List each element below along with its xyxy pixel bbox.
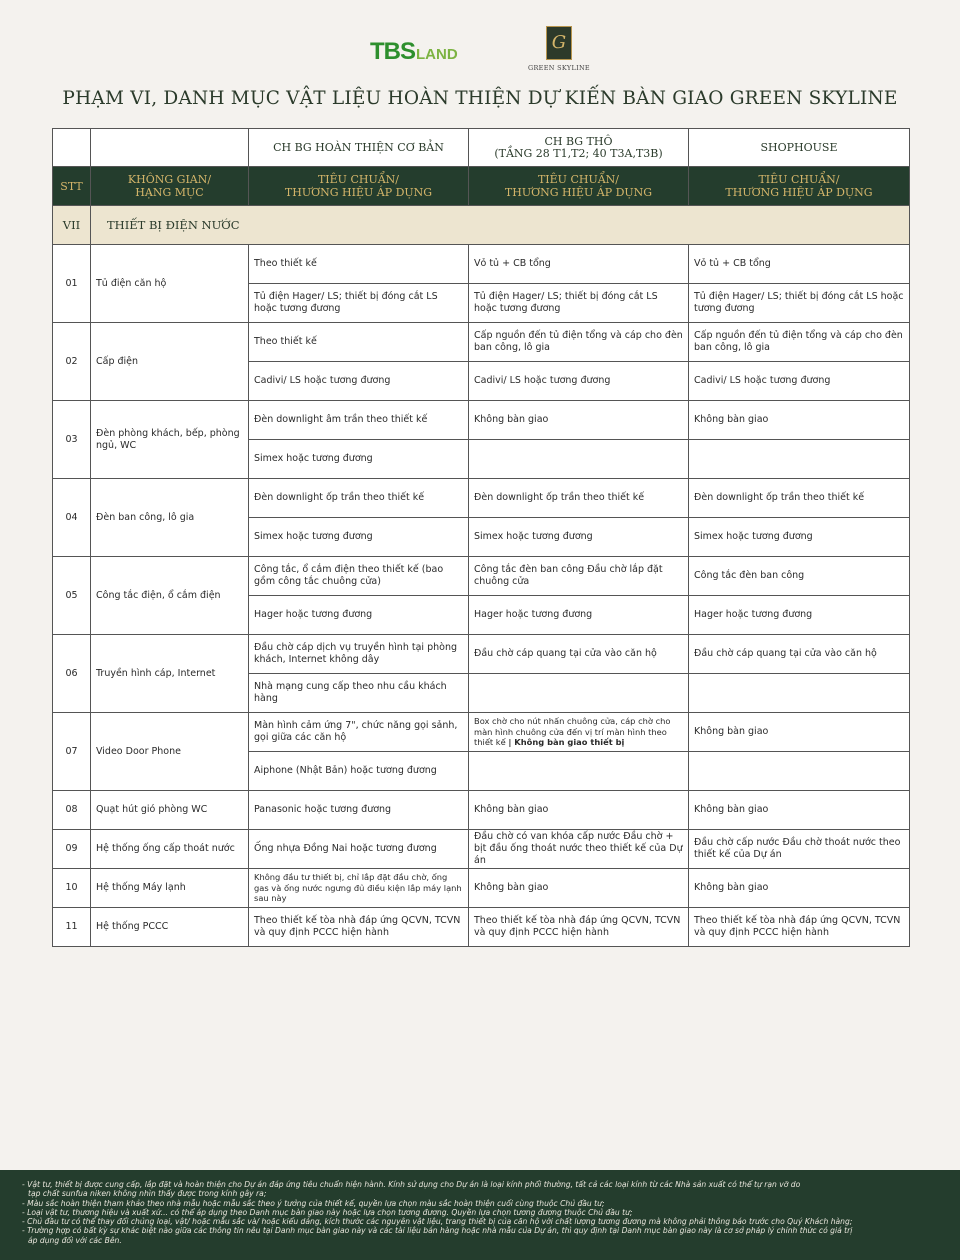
green-skyline-emblem-icon: G [546, 26, 572, 60]
cell-raw: Không bàn giao [469, 869, 689, 908]
table-row [53, 869, 910, 908]
cell-raw: Simex hoặc tương đương [469, 518, 689, 557]
header-standard [469, 167, 689, 206]
table-row [53, 323, 910, 362]
cell-shophouse: Đầu chờ cấp nước Đầu chờ thoát nước theo thiết kế của Dự án [689, 830, 910, 869]
cell-raw [469, 674, 689, 713]
header-standard-line1: TIÊU CHUẨN/ [537, 173, 620, 186]
row-item-name: Quạt hút gió phòng WC [91, 791, 249, 830]
header-standard-line1: TIÊU CHUẨN/ [317, 173, 400, 186]
row-stt: 08 [53, 791, 91, 830]
row-item-name: Truyền hình cáp, Internet [91, 635, 249, 713]
table-row [53, 791, 910, 830]
header-row-sub [53, 167, 910, 206]
cell-raw-text: Box chờ cho nút nhấn chuông cửa, cáp chờ cho màn hình chuông cửa đến vị trí màn hình theo thiết kế [474, 716, 671, 748]
row-item-name: Video Door Phone [91, 713, 249, 791]
row-item-name: Công tắc điện, ổ cắm điện [91, 557, 249, 635]
cell-shophouse: Không bàn giao [689, 791, 910, 830]
cell-shophouse: Không bàn giao [689, 401, 910, 440]
header-col-raw [469, 129, 689, 167]
table-row [53, 479, 910, 518]
row-item-name: Hệ thống PCCC [91, 908, 249, 947]
cell-shophouse: Đầu chờ cáp quang tại cửa vào căn hộ [689, 635, 910, 674]
header-standard-line2: THƯƠNG HIỆU ÁP DỤNG [284, 186, 433, 199]
row-item-name: Tủ điện căn hộ [91, 245, 249, 323]
cell-basic: Đầu chờ cáp dịch vụ truyền hình tại phòng khách, Internet không dây [249, 635, 469, 674]
cell-shophouse: Tủ điện Hager/ LS; thiết bị đóng cắt LS hoặc tương đương [689, 284, 910, 323]
section-title: THIẾT BỊ ĐIỆN NƯỚC [91, 206, 910, 245]
tbs-logo-text: TBS [370, 38, 415, 65]
cell-basic: Đèn downlight âm trần theo thiết kế [249, 401, 469, 440]
green-skyline-logo [526, 26, 592, 72]
footnote-line: - Màu sắc hoàn thiện tham khảo theo nhà mẫu hoặc mẫu sắc theo ý tưởng của thiết kế, quyền lựa chọn màu sắc hoàn thiện cuối cùng thuộc Chủ đầu tư; [22, 1198, 605, 1208]
row-stt: 09 [53, 830, 91, 869]
cell-shophouse: Vỏ tủ + CB tổng [689, 245, 910, 284]
footnote-line: áp dụng đối với các Bên. [28, 1235, 122, 1245]
cell-shophouse: Simex hoặc tương đương [689, 518, 910, 557]
cell-basic: Simex hoặc tương đương [249, 440, 469, 479]
header-space-line1: KHÔNG GIAN/ [127, 173, 212, 186]
cell-shophouse: Cấp nguồn đến tủ điện tổng và cáp cho đèn ban công, lô gia [689, 323, 910, 362]
header-empty-cell [53, 129, 91, 167]
cell-shophouse: Đèn downlight ốp trần theo thiết kế [689, 479, 910, 518]
cell-shophouse [689, 752, 910, 791]
cell-shophouse: Cadivi/ LS hoặc tương đương [689, 362, 910, 401]
cell-basic: Tủ điện Hager/ LS; thiết bị đóng cắt LS hoặc tương đương [249, 284, 469, 323]
table-row [53, 401, 910, 440]
land-logo-text: LAND [416, 46, 458, 63]
cell-basic: Công tắc, ổ cắm điện theo thiết kế (bao gồm công tắc chuông cửa) [249, 557, 469, 596]
row-stt: 07 [53, 713, 91, 791]
row-stt: 05 [53, 557, 91, 635]
cell-basic: Simex hoặc tương đương [249, 518, 469, 557]
cell-shophouse: Công tắc đèn ban công [689, 557, 910, 596]
cell-shophouse: Theo thiết kế tòa nhà đáp ứng QCVN, TCVN và quy định PCCC hiện hành [689, 908, 910, 947]
cell-basic: Aiphone (Nhật Bản) hoặc tương đương [249, 752, 469, 791]
logo-bar [0, 26, 960, 80]
cell-raw: Công tắc đèn ban công Đầu chờ lắp đặt chuông cửa [469, 557, 689, 596]
cell-raw: Đầu chờ cáp quang tại cửa vào căn hộ [469, 635, 689, 674]
header-standard [249, 167, 469, 206]
row-stt: 10 [53, 869, 91, 908]
cell-shophouse: Không bàn giao [689, 713, 910, 752]
footnote-line: - Vật tư, thiết bị được cung cấp, lắp đặt và hoàn thiện cho Dự án đáp ứng tiêu chuẩn hiện hành. Kính sử dụng cho Dự án là loại kính phổi thường, tất cả các loại kính từ các Nhà sản xuất có thể tự rạn vỡ do [22, 1180, 801, 1189]
header-row-top [53, 129, 910, 167]
footnote-line: - Loại vật tư, thương hiệu và xuất xứ... có thể áp dụng theo Danh mục bàn giao này hoặc lựa chọn tương đương. Quyền lựa chọn tương đương thuộc Chủ đầu tư; [22, 1207, 633, 1217]
cell-raw: Đầu chờ có van khóa cấp nước Đầu chờ + bịt đầu ống thoát nước theo thiết kế của Dự án [469, 830, 689, 869]
cell-raw: Vỏ tủ + CB tổng [469, 245, 689, 284]
table-row [53, 635, 910, 674]
section-number: VII [53, 206, 91, 245]
cell-raw: Hager hoặc tương đương [469, 596, 689, 635]
cell-shophouse [689, 440, 910, 479]
header-standard-line2: THƯƠNG HIỆU ÁP DỤNG [725, 186, 873, 199]
header-standard-line2: THƯƠNG HIỆU ÁP DỤNG [504, 186, 653, 199]
footnote-line: - Trường hợp có bất kỳ sự khác biệt nào giữa các thông tin nêu tại Danh mục bàn giao này và các tài liệu bán hàng hoặc nhà mẫu của Dự án, thì quy định tại Danh mục bàn giao này là cơ sở pháp lý chính thức có giá trị [22, 1226, 853, 1236]
header-col-raw-line1: CH BG THÔ [544, 134, 613, 148]
footnote-line: tạp chất sunfua niken không nhìn thấy được trong kính gây ra; [28, 1189, 267, 1199]
cell-basic: Nhà mạng cung cấp theo nhu cầu khách hàng [249, 674, 469, 713]
header-empty-cell [91, 129, 249, 167]
header-stt: STT [53, 167, 91, 206]
row-item-name: Cấp điện [91, 323, 249, 401]
table-row [53, 830, 910, 869]
cell-raw [469, 440, 689, 479]
cell-raw [469, 713, 689, 752]
table-row [53, 557, 910, 596]
cell-basic: Cadivi/ LS hoặc tương đương [249, 362, 469, 401]
footnote-line: - Chủ đầu tư có thể thay đổi chủng loại, vật/ hoặc mẫu sắc và/ hoặc kiểu dáng, kích thước các nguyên vật liệu, trang thiết bị của căn hộ với chất lượng tương đương mà không phải thông báo trước cho Quý Khách hàng; [22, 1217, 853, 1227]
row-stt: 03 [53, 401, 91, 479]
table-row [53, 713, 910, 752]
row-stt: 11 [53, 908, 91, 947]
row-item-name: Hệ thống Máy lạnh [91, 869, 249, 908]
cell-basic: Ống nhựa Đồng Nai hoặc tương đương [249, 830, 469, 869]
cell-raw: Cấp nguồn đến tủ điện tổng và cáp cho đèn ban công, lô gia [469, 323, 689, 362]
cell-raw: Cadivi/ LS hoặc tương đương [469, 362, 689, 401]
cell-raw: Không bàn giao [469, 401, 689, 440]
cell-basic: Hager hoặc tương đương [249, 596, 469, 635]
cell-basic: Theo thiết kế tòa nhà đáp ứng QCVN, TCVN và quy định PCCC hiện hành [249, 908, 469, 947]
row-stt: 01 [53, 245, 91, 323]
row-stt: 06 [53, 635, 91, 713]
cell-shophouse [689, 674, 910, 713]
cell-raw [469, 752, 689, 791]
table-row [53, 908, 910, 947]
cell-basic: Theo thiết kế [249, 245, 469, 284]
header-standard-line1: TIÊU CHUẨN/ [758, 173, 840, 186]
row-item-name: Đèn phòng khách, bếp, phòng ngủ, WC [91, 401, 249, 479]
cell-raw: Tủ điện Hager/ LS; thiết bị đóng cắt LS hoặc tương đương [469, 284, 689, 323]
cell-basic: Không đầu tư thiết bị, chỉ lắp đặt đầu chờ, ống gas và ống nước ngưng đủ điều kiện lắp máy lạnh sau này [249, 869, 469, 908]
page-title: PHẠM VI, DANH MỤC VẬT LIỆU HOÀN THIỆN DỰ KIẾN BÀN GIAO GREEN SKYLINE [62, 88, 898, 109]
cell-basic: Màn hình cảm ứng 7", chức năng gọi sảnh, gọi giữa các căn hộ [249, 713, 469, 752]
header-col-basic: CH BG HOÀN THIỆN CƠ BẢN [249, 129, 469, 167]
row-item-name: Hệ thống ống cấp thoát nước [91, 830, 249, 869]
materials-table [52, 128, 910, 947]
header-space-line2: HẠNG MỤC [135, 186, 204, 199]
tbs-land-logo [370, 38, 458, 66]
cell-raw-bold-note: | Không bàn giao thiết bị [508, 737, 625, 748]
cell-basic: Theo thiết kế [249, 323, 469, 362]
cell-raw: Theo thiết kế tòa nhà đáp ứng QCVN, TCVN và quy định PCCC hiện hành [469, 908, 689, 947]
section-row [53, 206, 910, 245]
cell-shophouse: Hager hoặc tương đương [689, 596, 910, 635]
header-space [91, 167, 249, 206]
footnotes [0, 1170, 960, 1260]
table-row [53, 245, 910, 284]
header-standard [689, 167, 910, 206]
green-skyline-logo-text: GREEN SKYLINE [528, 64, 590, 72]
row-stt: 04 [53, 479, 91, 557]
cell-basic: Đèn downlight ốp trần theo thiết kế [249, 479, 469, 518]
cell-raw: Đèn downlight ốp trần theo thiết kế [469, 479, 689, 518]
header-col-shophouse: SHOPHOUSE [689, 129, 910, 167]
row-item-name: Đèn ban công, lô gia [91, 479, 249, 557]
row-stt: 02 [53, 323, 91, 401]
cell-basic: Panasonic hoặc tương đương [249, 791, 469, 830]
cell-raw: Không bàn giao [469, 791, 689, 830]
header-col-raw-line2: (TẦNG 28 T1,T2; 40 T3A,T3B) [494, 146, 663, 160]
cell-shophouse: Không bàn giao [689, 869, 910, 908]
